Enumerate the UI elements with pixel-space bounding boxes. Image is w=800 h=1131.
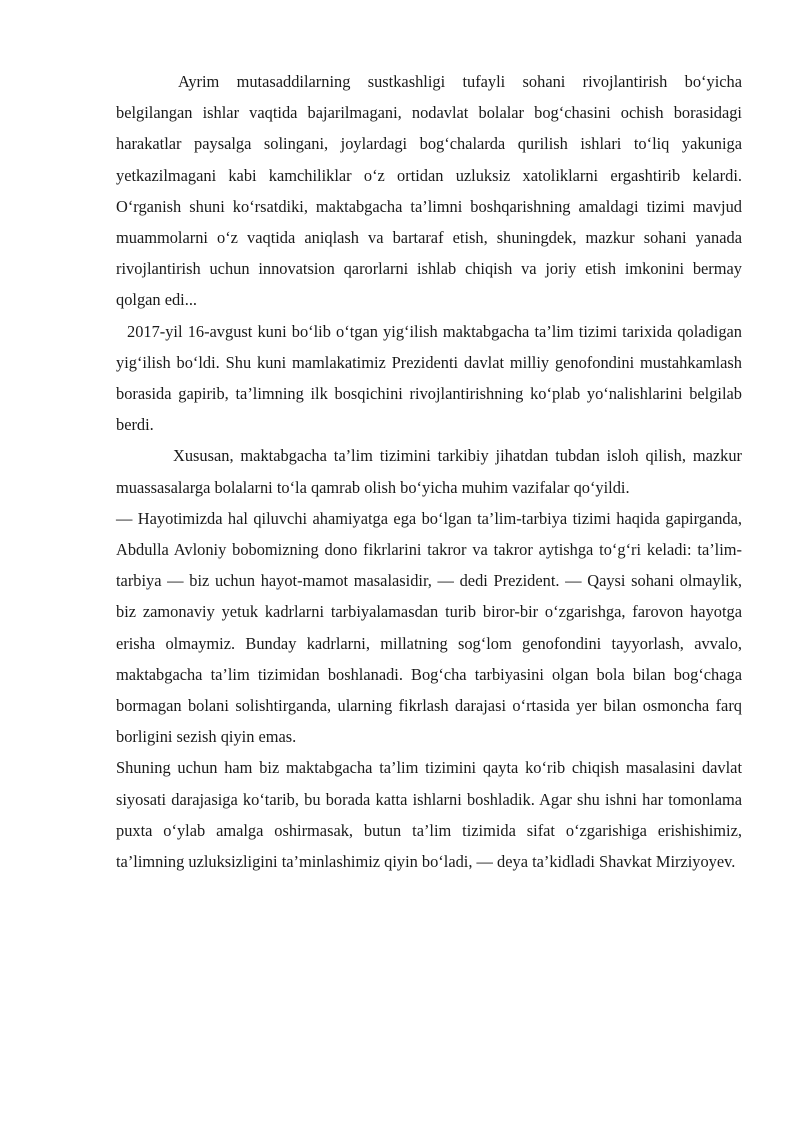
paragraph-2: 2017-yil 16-avgust kuni bo‘lib o‘tgan yig‘ilish maktabgacha ta’lim tizimi tarixida qoladigan yig‘ilish bo‘ldi. Shu kuni mamlakatimiz Prezidenti davlat milliy genofondini mustahkamlash borasida gapirib, ta’limning ilk bosqichini rivojlantirishning ko‘plab yo‘nalishlarini belgilab berdi. [116, 321, 742, 435]
paragraph-5: Shuning uchun ham biz maktabgacha ta’lim tizimini qayta ko‘rib chiqish masalasini davlat siyosati darajasiga ko‘tarib, bu borada katta ishlarni boshladik. Agar shu ishni har tomonlama puxta o‘ylab amalga oshirmasak, butun ta’lim tizimida sifat o‘zgarishiga erishishimiz, ta’limning uzluksizligini ta’minlashimiz qiyin bo‘ladi, — deya ta’kidladi Shavkat Mirziyoyev. [116, 758, 742, 872]
paragraph-3: Xususan, maktabgacha ta’lim tizimini tarkibiy jihatdan tubdan isloh qilish, mazkur muassasalarga bolalarni to‘la qamrab olish bo‘yicha muhim vazifalar qo‘yildi. [116, 446, 742, 497]
paragraph-4: — Hayotimizda hal qiluvchi ahamiyatga ega bo‘lgan ta’lim-tarbiya tizimi haqida gapirganda, Abdulla Avloniy bobomizning dono fikrlarini takror va takror aytishga to‘g‘ri keladi: ta’lim-tarbiya — biz uchun hayot-mamot masalasidir, — dedi Prezident. — Qaysi sohani olmaylik, biz zamonaviy yetuk kadrlarni tarbiyalamasdan turib biror-bir o‘zgarishga, farovon hayotga erisha olmaymiz. Bunday kadrlarni, millatning sog‘lom genofondini tayyorlash, avvalo, maktabgacha ta’lim tizimidan boshlanadi. Bog‘cha tarbiyasini olgan bola bilan bog‘chaga bormagan bolani solishtirganda, ularning fikrlash darajasi o‘rtasida yer bilan osmoncha farq borligini sezish qiyin emas. [116, 508, 742, 747]
document-page [116, 66, 742, 877]
paragraph-1: Ayrim mutasaddilarning sustkashligi tufayli sohani rivojlantirish bo‘yicha belgilangan ishlar vaqtida bajarilmagani, nodavlat bolalar bog‘chasini ochish borasidagi harakatlar paysalga solingani, joylardagi bog‘chalarda qurilish ishlari to‘liq yakuniga yetkazilmagani kabi kamchiliklar o‘z ortidan uzluksiz xatoliklarni ergashtirib kelardi. O‘rganish shuni ko‘rsatdiki, maktabgacha ta’limni boshqarishning amaldagi tizimi mavjud muammolarni o‘z vaqtida aniqlash va bartaraf etish, shuningdek, mazkur sohani yanada rivojlantirish uchun innovatsion qarorlarni ishlab chiqish va joriy etish imkonini bermay qolgan edi... [116, 72, 742, 310]
